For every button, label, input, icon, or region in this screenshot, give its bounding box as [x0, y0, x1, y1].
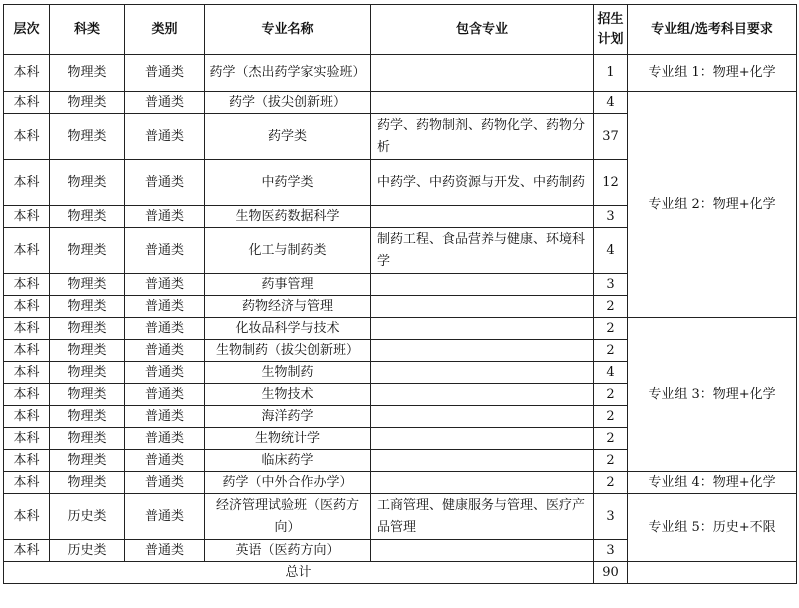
cell-level: 本科 [4, 160, 50, 206]
cell-major: 生物制药 [205, 362, 371, 384]
cell-category: 物理类 [50, 114, 125, 160]
cell-major: 药学（中外合作办学） [205, 472, 371, 494]
cell-category: 物理类 [50, 406, 125, 428]
cell-level: 本科 [4, 114, 50, 160]
cell-type: 普通类 [125, 362, 205, 384]
cell-major: 生物统计学 [205, 428, 371, 450]
header-plan: 招生计划 [594, 5, 628, 55]
cell-category: 物理类 [50, 228, 125, 274]
cell-included [371, 384, 594, 406]
cell-major: 化工与制药类 [205, 228, 371, 274]
cell-included [371, 206, 594, 228]
cell-category: 物理类 [50, 160, 125, 206]
cell-plan: 2 [594, 318, 628, 340]
cell-included [371, 406, 594, 428]
cell-category: 物理类 [50, 296, 125, 318]
cell-level: 本科 [4, 206, 50, 228]
cell-major: 临床药学 [205, 450, 371, 472]
cell-major: 生物医药数据科学 [205, 206, 371, 228]
total-value: 90 [594, 562, 628, 584]
header-included: 包含专业 [371, 5, 594, 55]
header-row [4, 5, 797, 55]
cell-level: 本科 [4, 92, 50, 114]
cell-included [371, 296, 594, 318]
cell-major: 生物技术 [205, 384, 371, 406]
cell-category: 物理类 [50, 274, 125, 296]
cell-major: 药物经济与管理 [205, 296, 371, 318]
cell-level: 本科 [4, 55, 50, 92]
admissions-plan-page [3, 4, 796, 606]
cell-major: 化妆品科学与技术 [205, 318, 371, 340]
cell-included [371, 428, 594, 450]
table-row [4, 55, 797, 92]
cell-major: 生物制药（拔尖创新班） [205, 340, 371, 362]
cell-type: 普通类 [125, 92, 205, 114]
cell-plan: 3 [594, 206, 628, 228]
cell-type: 普通类 [125, 384, 205, 406]
cell-type: 普通类 [125, 540, 205, 562]
cell-level: 本科 [4, 428, 50, 450]
cell-plan: 2 [594, 340, 628, 362]
cell-plan: 2 [594, 450, 628, 472]
cell-level: 本科 [4, 274, 50, 296]
cell-type: 普通类 [125, 206, 205, 228]
cell-category: 物理类 [50, 428, 125, 450]
cell-level: 本科 [4, 406, 50, 428]
header-type: 类别 [125, 5, 205, 55]
cell-major: 药事管理 [205, 274, 371, 296]
cell-included: 工商管理、健康服务与管理、医疗产品管理 [371, 494, 594, 540]
cell-included: 制药工程、食品营养与健康、环境科学 [371, 228, 594, 274]
cell-level: 本科 [4, 384, 50, 406]
cell-plan: 4 [594, 92, 628, 114]
cell-included [371, 450, 594, 472]
cell-included [371, 472, 594, 494]
cell-type: 普通类 [125, 340, 205, 362]
cell-category: 物理类 [50, 450, 125, 472]
cell-type: 普通类 [125, 160, 205, 206]
header-group-req: 专业组/选考科目要求 [628, 5, 797, 55]
cell-major: 中药学类 [205, 160, 371, 206]
cell-included [371, 92, 594, 114]
cell-category: 物理类 [50, 55, 125, 92]
header-category: 科类 [50, 5, 125, 55]
cell-plan: 4 [594, 228, 628, 274]
cell-level: 本科 [4, 362, 50, 384]
cell-included [371, 340, 594, 362]
cell-type: 普通类 [125, 114, 205, 160]
cell-level: 本科 [4, 472, 50, 494]
cell-plan: 3 [594, 540, 628, 562]
cell-included [371, 318, 594, 340]
cell-included [371, 362, 594, 384]
table-row [4, 494, 797, 540]
cell-category: 物理类 [50, 206, 125, 228]
cell-plan: 12 [594, 160, 628, 206]
cell-included: 药学、药物制剂、药物化学、药物分析 [371, 114, 594, 160]
cell-type: 普通类 [125, 228, 205, 274]
cell-level: 本科 [4, 450, 50, 472]
cell-plan: 2 [594, 428, 628, 450]
cell-level: 本科 [4, 540, 50, 562]
cell-category: 历史类 [50, 494, 125, 540]
cell-type: 普通类 [125, 428, 205, 450]
header-major-name: 专业名称 [205, 5, 371, 55]
cell-plan: 1 [594, 55, 628, 92]
cell-type: 普通类 [125, 406, 205, 428]
cell-group-5: 专业组 5：历史+不限 [628, 494, 797, 562]
cell-plan: 2 [594, 472, 628, 494]
cell-category: 物理类 [50, 92, 125, 114]
cell-major: 英语（医药方向） [205, 540, 371, 562]
cell-type: 普通类 [125, 318, 205, 340]
cell-category: 物理类 [50, 340, 125, 362]
table-row [4, 472, 797, 494]
cell-included [371, 55, 594, 92]
cell-type: 普通类 [125, 494, 205, 540]
cell-included [371, 274, 594, 296]
cell-category: 历史类 [50, 540, 125, 562]
admissions-plan-table [3, 4, 797, 584]
cell-major: 经济管理试验班（医药方向） [205, 494, 371, 540]
cell-included: 中药学、中药资源与开发、中药制药 [371, 160, 594, 206]
table-row [4, 318, 797, 340]
cell-group-3: 专业组 3：物理+化学 [628, 318, 797, 472]
cell-group-2: 专业组 2：物理+化学 [628, 92, 797, 318]
table-row [4, 92, 797, 114]
total-empty-cell [628, 562, 797, 584]
cell-type: 普通类 [125, 472, 205, 494]
cell-included [371, 540, 594, 562]
cell-category: 物理类 [50, 362, 125, 384]
cell-type: 普通类 [125, 450, 205, 472]
cell-major: 药学（杰出药学家实验班） [205, 55, 371, 92]
cell-type: 普通类 [125, 55, 205, 92]
cell-type: 普通类 [125, 274, 205, 296]
cell-level: 本科 [4, 340, 50, 362]
cell-major: 海洋药学 [205, 406, 371, 428]
cell-category: 物理类 [50, 318, 125, 340]
cell-plan: 2 [594, 296, 628, 318]
cell-level: 本科 [4, 228, 50, 274]
cell-plan: 2 [594, 406, 628, 428]
cell-level: 本科 [4, 494, 50, 540]
cell-major: 药学（拔尖创新班） [205, 92, 371, 114]
cell-plan: 3 [594, 274, 628, 296]
cell-category: 物理类 [50, 472, 125, 494]
total-label: 总计 [4, 562, 594, 584]
cell-plan: 4 [594, 362, 628, 384]
cell-plan: 2 [594, 384, 628, 406]
cell-level: 本科 [4, 296, 50, 318]
header-level: 层次 [4, 5, 50, 55]
cell-level: 本科 [4, 318, 50, 340]
cell-group-1: 专业组 1：物理+化学 [628, 55, 797, 92]
total-row [4, 562, 797, 584]
cell-plan: 3 [594, 494, 628, 540]
cell-category: 物理类 [50, 384, 125, 406]
cell-type: 普通类 [125, 296, 205, 318]
cell-major: 药学类 [205, 114, 371, 160]
cell-plan: 37 [594, 114, 628, 160]
cell-group-4: 专业组 4：物理+化学 [628, 472, 797, 494]
